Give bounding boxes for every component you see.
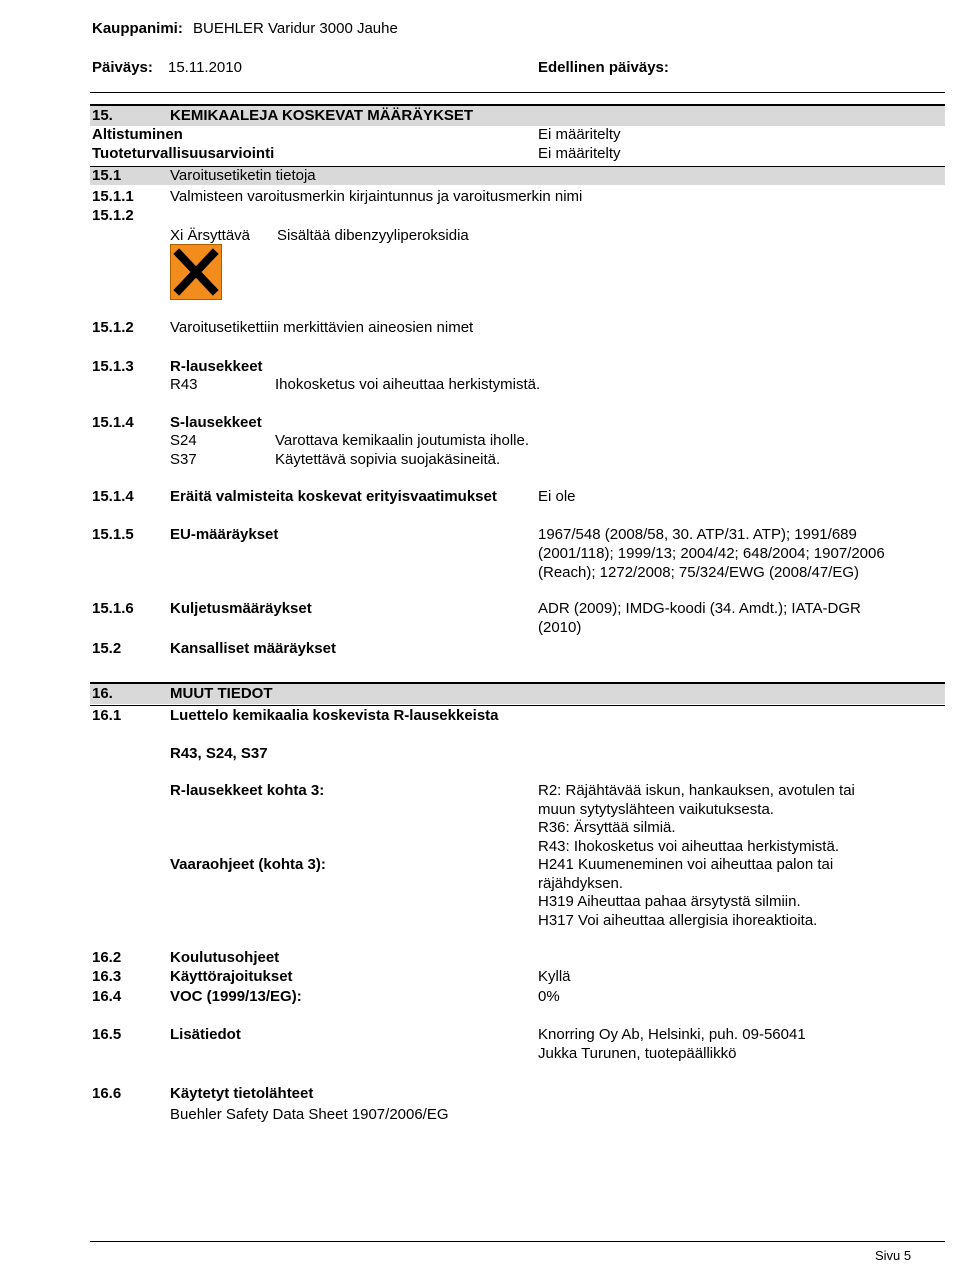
phrase-codes: R43, S24, S37 xyxy=(170,745,268,762)
section-15-1-title: Varoitusetiketin tietoja xyxy=(170,167,316,184)
date-label: Päiväys: xyxy=(92,59,153,76)
section-16-title: MUUT TIEDOT xyxy=(170,685,273,702)
section-15-1-2b-text: Varoitusetikettiin merkittävien aineosien nimet xyxy=(170,319,474,336)
hazard-statement-line: räjähdyksen. xyxy=(538,875,624,892)
eu-regulations-line: (Reach); 1272/2008; 75/324/EWG (2008/47/EG) xyxy=(538,564,860,581)
s-phrases-title: S-lausekkeet xyxy=(170,414,262,431)
page-number: Sivu 5 xyxy=(875,1248,912,1263)
restrictions-title: Käyttörajoitukset xyxy=(170,968,293,985)
s37-text: Käytettävä sopivia suojakäsineitä. xyxy=(275,451,501,468)
r-phrase-line: R43: Ihokosketus voi aiheuttaa herkistymistä. xyxy=(538,838,839,855)
trade-name-label: Kauppanimi: xyxy=(92,20,183,37)
s24-text: Varottava kemikaalin joutumista iholle. xyxy=(275,432,530,449)
section-15-number: 15. xyxy=(92,107,113,124)
exposure-value: Ei määritelty xyxy=(538,126,621,143)
eu-regulations-line: (2001/118); 1999/13; 2004/42; 648/2004; 1907/2006 xyxy=(538,545,885,562)
section-16-6-number: 16.6 xyxy=(92,1085,122,1102)
safety-assessment-label: Tuoteturvallisuusarviointi xyxy=(92,145,275,162)
section-15-title: KEMIKAALEJA KOSKEVAT MÄÄRÄYKSET xyxy=(170,107,474,124)
r43-text: Ihokosketus voi aiheuttaa herkistymistä. xyxy=(275,376,541,393)
training-title: Koulutusohjeet xyxy=(170,949,280,966)
hazard-statement-line: H319 Aiheuttaa pahaa ärsytystä silmiin. xyxy=(538,893,801,910)
section-15-1-4b-number: 15.1.4 xyxy=(92,488,134,505)
section-15-2-number: 15.2 xyxy=(92,640,122,657)
additional-info-title: Lisätiedot xyxy=(170,1026,241,1043)
section-15-1-3-number: 15.1.3 xyxy=(92,358,134,375)
sources-title: Käytetyt tietolähteet xyxy=(170,1085,314,1102)
r-phrases-title: R-lausekkeet xyxy=(170,358,263,375)
national-regulations-title: Kansalliset määräykset xyxy=(170,640,336,657)
additional-info-line: Knorring Oy Ab, Helsinki, puh. 09-56041 xyxy=(538,1026,806,1043)
section-16-3-number: 16.3 xyxy=(92,968,122,985)
r43-code: R43 xyxy=(170,376,198,393)
restrictions-value: Kyllä xyxy=(538,968,571,985)
contains-text: Sisältää dibenzyyliperoksidia xyxy=(277,227,469,244)
section-15-1-4-number: 15.1.4 xyxy=(92,414,134,431)
section-16-2-number: 16.2 xyxy=(92,949,122,966)
section-16-4-number: 16.4 xyxy=(92,988,122,1005)
section-15-1-1-number: 15.1.1 xyxy=(92,188,134,205)
s24-code: S24 xyxy=(170,432,197,449)
section-16-number: 16. xyxy=(92,685,113,702)
date-value: 15.11.2010 xyxy=(168,59,242,76)
section-15-1-number: 15.1 xyxy=(92,167,122,184)
section-15-1-6-number: 15.1.6 xyxy=(92,600,134,617)
r-phrase-line: R36: Ärsyttää silmiä. xyxy=(538,819,676,836)
additional-info-line: Jukka Turunen, tuotepäällikkö xyxy=(538,1045,737,1062)
hazard-statement-line: H317 Voi aiheuttaa allergisia ihoreaktioita. xyxy=(538,912,818,929)
r-phrase-line: muun sytytyslähteen vaikutuksesta. xyxy=(538,801,774,818)
exposure-label: Altistuminen xyxy=(92,126,183,143)
section-15-1-2-number: 15.1.2 xyxy=(92,207,134,224)
eu-regulations-title: EU-määräykset xyxy=(170,526,279,543)
s37-code: S37 xyxy=(170,451,197,468)
eu-regulations-line: 1967/548 (2008/58, 30. ATP/31. ATP); 1991/689 xyxy=(538,526,857,543)
hazard-statement-line: H241 Kuumeneminen voi aiheuttaa palon tai xyxy=(538,856,834,873)
hazard-statements-label: Vaaraohjeet (kohta 3): xyxy=(170,856,326,873)
footer-rule xyxy=(90,1241,945,1242)
section-15-1-1-text: Valmisteen varoitusmerkin kirjaintunnus ja varoitusmerkin nimi xyxy=(170,188,583,205)
special-requirements-title: Eräitä valmisteita koskevat erityisvaatimukset xyxy=(170,488,497,505)
previous-date-label: Edellinen päiväys: xyxy=(538,59,669,76)
transport-regulations-line: ADR (2009); IMDG-koodi (34. Amdt.); IATA-DGR xyxy=(538,600,861,617)
safety-assessment-value: Ei määritelty xyxy=(538,145,621,162)
section-15-1-5-number: 15.1.5 xyxy=(92,526,134,543)
hazard-code: Xi Ärsyttävä xyxy=(170,227,251,244)
r-phrase-list-title: Luettelo kemikaalia koskevista R-lausekkeista xyxy=(170,707,499,724)
transport-regulations-title: Kuljetusmääräykset xyxy=(170,600,312,617)
r-phrases-point3-label: R-lausekkeet kohta 3: xyxy=(170,782,325,799)
voc-title: VOC (1999/13/EG): xyxy=(170,988,302,1005)
trade-name-value: BUEHLER Varidur 3000 Jauhe xyxy=(193,20,398,37)
section-16-1-number: 16.1 xyxy=(92,707,122,724)
transport-regulations-line: (2010) xyxy=(538,619,582,636)
header-rule xyxy=(90,92,945,93)
voc-value: 0% xyxy=(538,988,560,1005)
section-16-5-number: 16.5 xyxy=(92,1026,122,1043)
section-16-rule xyxy=(90,705,945,706)
section-15-1-2b-number: 15.1.2 xyxy=(92,319,134,336)
r-phrase-line: R2: Räjähtävää iskun, hankauksen, avotulen tai xyxy=(538,782,855,799)
special-requirements-value: Ei ole xyxy=(538,488,576,505)
irritant-x-icon xyxy=(170,244,222,300)
sources-text: Buehler Safety Data Sheet 1907/2006/EG xyxy=(170,1106,449,1123)
